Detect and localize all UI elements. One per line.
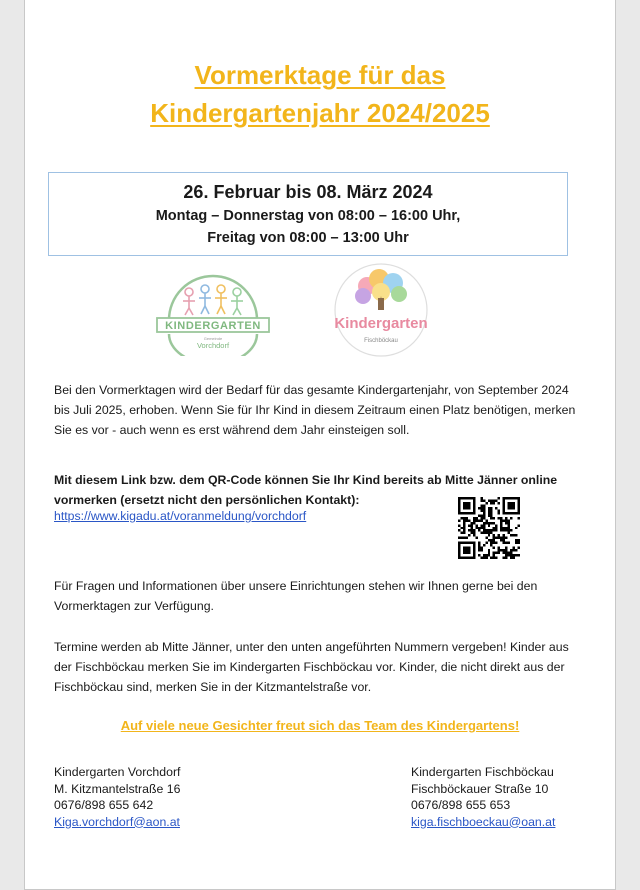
- questions-paragraph: Für Fragen und Informationen über unsere Einrichtungen stehen wir Ihnen gerne bei den Vormerktagen zur Verfügung.: [54, 579, 538, 613]
- contact-name: Kindergarten Vorchdorf: [54, 765, 181, 779]
- hours-line-2: Freitag von 08:00 – 13:00 Uhr: [207, 230, 409, 246]
- contact-fischboeckau: [411, 764, 555, 830]
- logo2-place: Fischböckau: [364, 338, 398, 344]
- page-title: [25, 56, 615, 132]
- hours-line-1: Montag – Donnerstag von 08:00 – 16:00 Uhr,: [155, 208, 461, 224]
- online-registration-paragraph: Mit diesem Link bzw. dem QR-Code können Sie Ihr Kind bereits ab Mitte Jänner online vormerken (ersetzt nicht den persönlichen Kontakt):: [54, 473, 558, 507]
- contact-street: M. Kitzmantelstraße 16: [54, 781, 181, 796]
- date-range: 26. Februar bis 08. März 2024: [183, 182, 433, 202]
- contact-vorchdorf: [54, 764, 180, 830]
- contact-phone: 0676/898 655 653: [411, 798, 511, 812]
- logo1-place: Vorchdorf: [196, 341, 230, 350]
- registration-link[interactable]: https://www.kigadu.at/voranmeldung/vorchdorf: [54, 509, 307, 523]
- logo1-small: Gemeinde: [203, 336, 223, 341]
- date-box: [48, 172, 568, 256]
- intro-paragraph: Bei den Vormerktagen wird der Bedarf für das gesamte Kindergartenjahr, von September 2024 bis Juli 2025, erhoben. Wenn Sie für Ihr Kind in diesem Zeitraum einen Platz benötigen, merken Sie es vor - auch wenn es erst während dem Jahr einsteigen soll.: [54, 383, 576, 437]
- kindergarten-fischboeckau-logo: [323, 262, 439, 358]
- flyer-page: [24, 0, 616, 890]
- title-line-2: Kindergartenjahr 2024/2025: [150, 98, 490, 128]
- contact-street: Fischböckauer Straße 10: [411, 781, 549, 796]
- contact-name: Kindergarten Fischböckau: [411, 765, 554, 779]
- contact-email-link[interactable]: Kiga.vorchdorf@aon.at: [54, 814, 180, 829]
- logo2-word: Kindergarten: [334, 315, 428, 332]
- appointments-paragraph: Termine werden ab Mitte Jänner, unter den unten angeführten Nummern vergeben! Kinder aus der Fischböckau merken Sie im Kindergarten Fischböckau vor. Kinder, die nicht direkt aus der Fischböckau sind, merken Sie in der Kitzmantelstraße vor.: [54, 640, 569, 694]
- kindergarten-vorchdorf-logo: [155, 270, 271, 356]
- logo1-word: KINDERGARTEN: [165, 320, 261, 332]
- title-line-1: Vormerktage für das: [194, 60, 446, 90]
- qr-code-icon: [458, 497, 520, 559]
- contact-phone: 0676/898 655 642: [54, 798, 154, 812]
- closing-line: Auf viele neue Gesichter freut sich das Team des Kindergartens!: [120, 718, 520, 733]
- contact-email-link[interactable]: kiga.fischboeckau@oan.at: [411, 814, 556, 829]
